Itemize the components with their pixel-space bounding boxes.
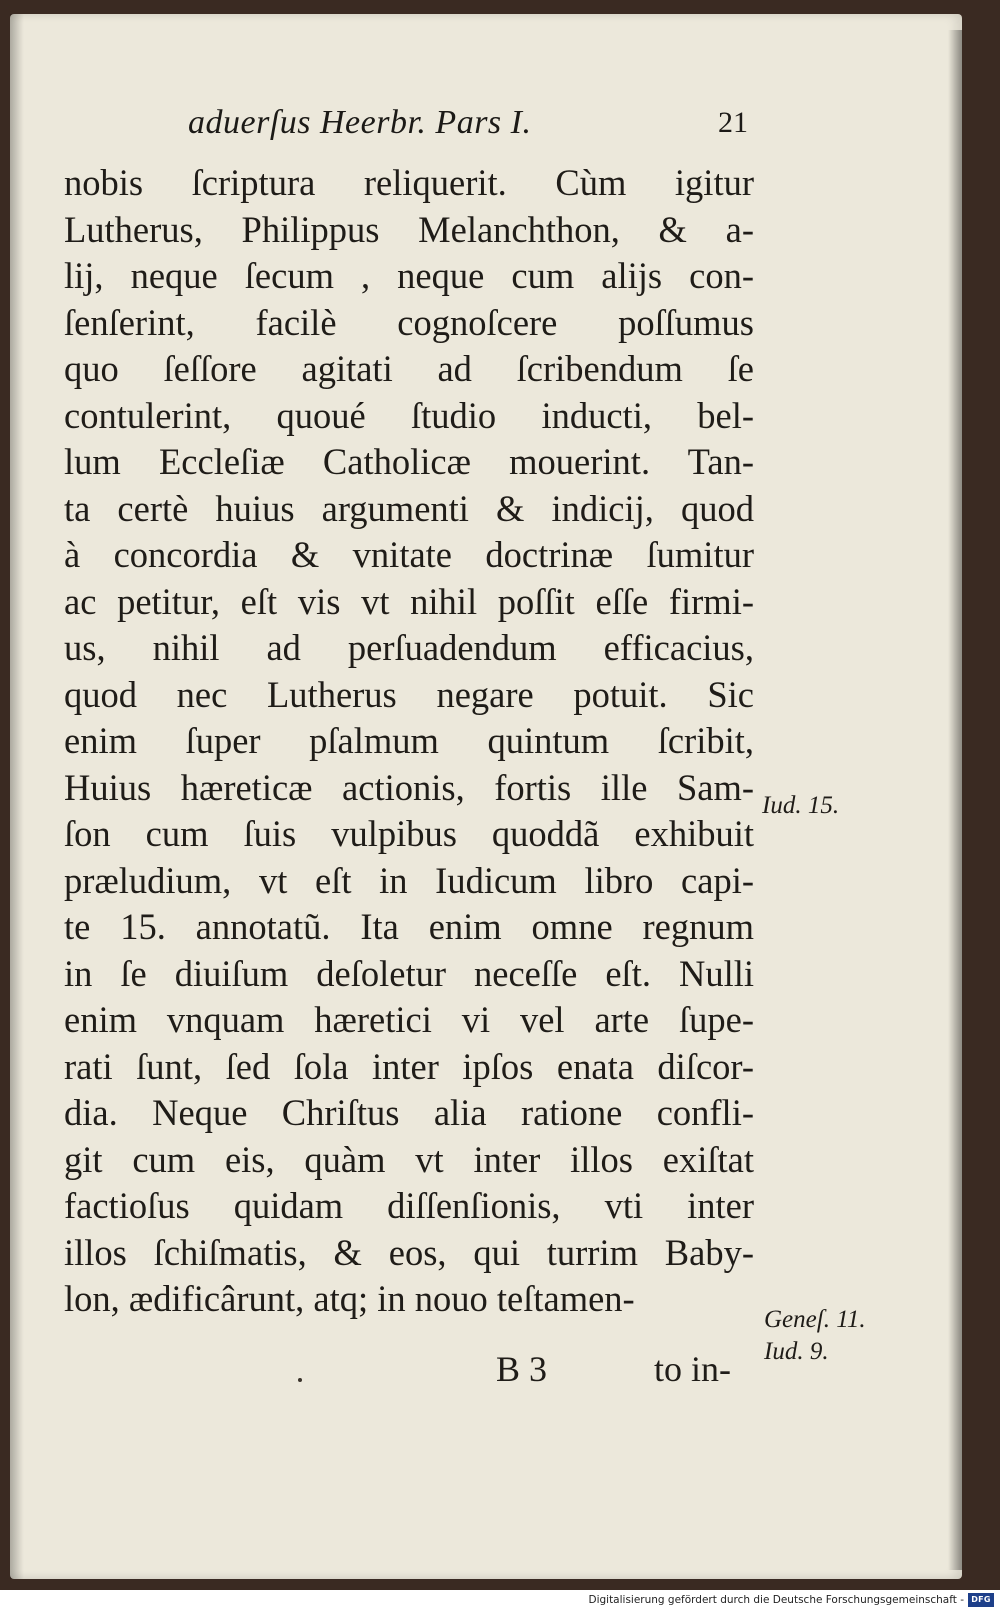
text-line: us, nihil ad perſuadendum efficacius, [64, 627, 754, 668]
text-line: illos ſchiſmatis, & eos, qui turrim Baby- [64, 1231, 754, 1273]
page-number: 21 [718, 106, 748, 139]
text-line: lij, neque ſecum , neque cum alijs con- [64, 255, 754, 296]
text-line: præludium, vt eſt in Iudicum libro capi- [64, 859, 754, 901]
text-line: factioſus quidam diſſenſionis, vti inter [64, 1185, 754, 1226]
text-line: quo ſeſſore agitati ad ſcribendum ſe [64, 348, 754, 389]
marginal-note: Iud. 9. [764, 1338, 829, 1365]
text-line: Huius hæreticæ actionis, fortis ille Sam- [64, 766, 754, 808]
credit-bar [0, 1590, 1000, 1613]
text-line: enim vnquam hæretici vi vel arte ſupe- [64, 999, 754, 1040]
marginal-note: Iud. 15. [762, 792, 840, 819]
page-edge-shadow [948, 30, 962, 1570]
text-line: à concordia & vnitate doctrinæ ſumitur [64, 534, 754, 575]
text-line: nobis ſcriptura reliquerit. Cùm igitur [64, 162, 754, 203]
text-line: dia. Neque Chriſtus alia ratione confli- [64, 1092, 754, 1133]
text-line: contulerint, quoué ſtudio inducti, bel- [64, 394, 754, 436]
text-line: ſon cum ſuis vulpibus quoddã exhibuit [64, 813, 754, 854]
signature-mark: B 3 [496, 1349, 548, 1389]
catchword: to in- [654, 1349, 731, 1389]
text-line: enim ſuper pſalmum quintum ſcribit, [64, 720, 754, 761]
page-footer [0, 1348, 1000, 1398]
text-line: Lutherus, Philippus Melanchthon, & a- [64, 208, 754, 250]
body-text [64, 160, 754, 1323]
text-line: quod nec Lutherus negare potuit. Sic [64, 673, 754, 715]
marginal-note: Geneſ. 11. [764, 1306, 866, 1333]
text-line: in ſe diuiſum deſoletur neceſſe eſt. Nulli [64, 952, 754, 994]
text-line: rati ſunt, ſed ſola inter ipſos enata diſcor- [64, 1045, 754, 1087]
text-line: te 15. annotatũ. Ita enim omne regnum [64, 906, 754, 947]
text-line: lum Eccleſiæ Catholicæ mouerint. Tan- [64, 441, 754, 482]
page-header [188, 104, 748, 148]
funding-credit: Digitalisierung gefördert durch die Deutsche Forschungsgemeinschaft - [588, 1594, 964, 1606]
ink-speck [298, 1378, 302, 1382]
page-gutter-shadow [10, 14, 24, 1579]
text-line: lon, ædificârunt, atq; in nouo teſtamen- [64, 1278, 635, 1319]
text-line: git cum eis, quàm vt inter illos exiſtat [64, 1138, 754, 1180]
text-line: ac petitur, eſt vis vt nihil poſſit eſſe firmi- [64, 580, 754, 622]
text-line: ta certè huius argumenti & indicij, quod [64, 487, 754, 529]
text-line: ſenſerint, facilè cognoſcere poſſumus [64, 301, 754, 343]
dfg-logo: DFG [968, 1593, 994, 1607]
running-title: aduerſus Heerbr. Pars I. [188, 104, 532, 141]
